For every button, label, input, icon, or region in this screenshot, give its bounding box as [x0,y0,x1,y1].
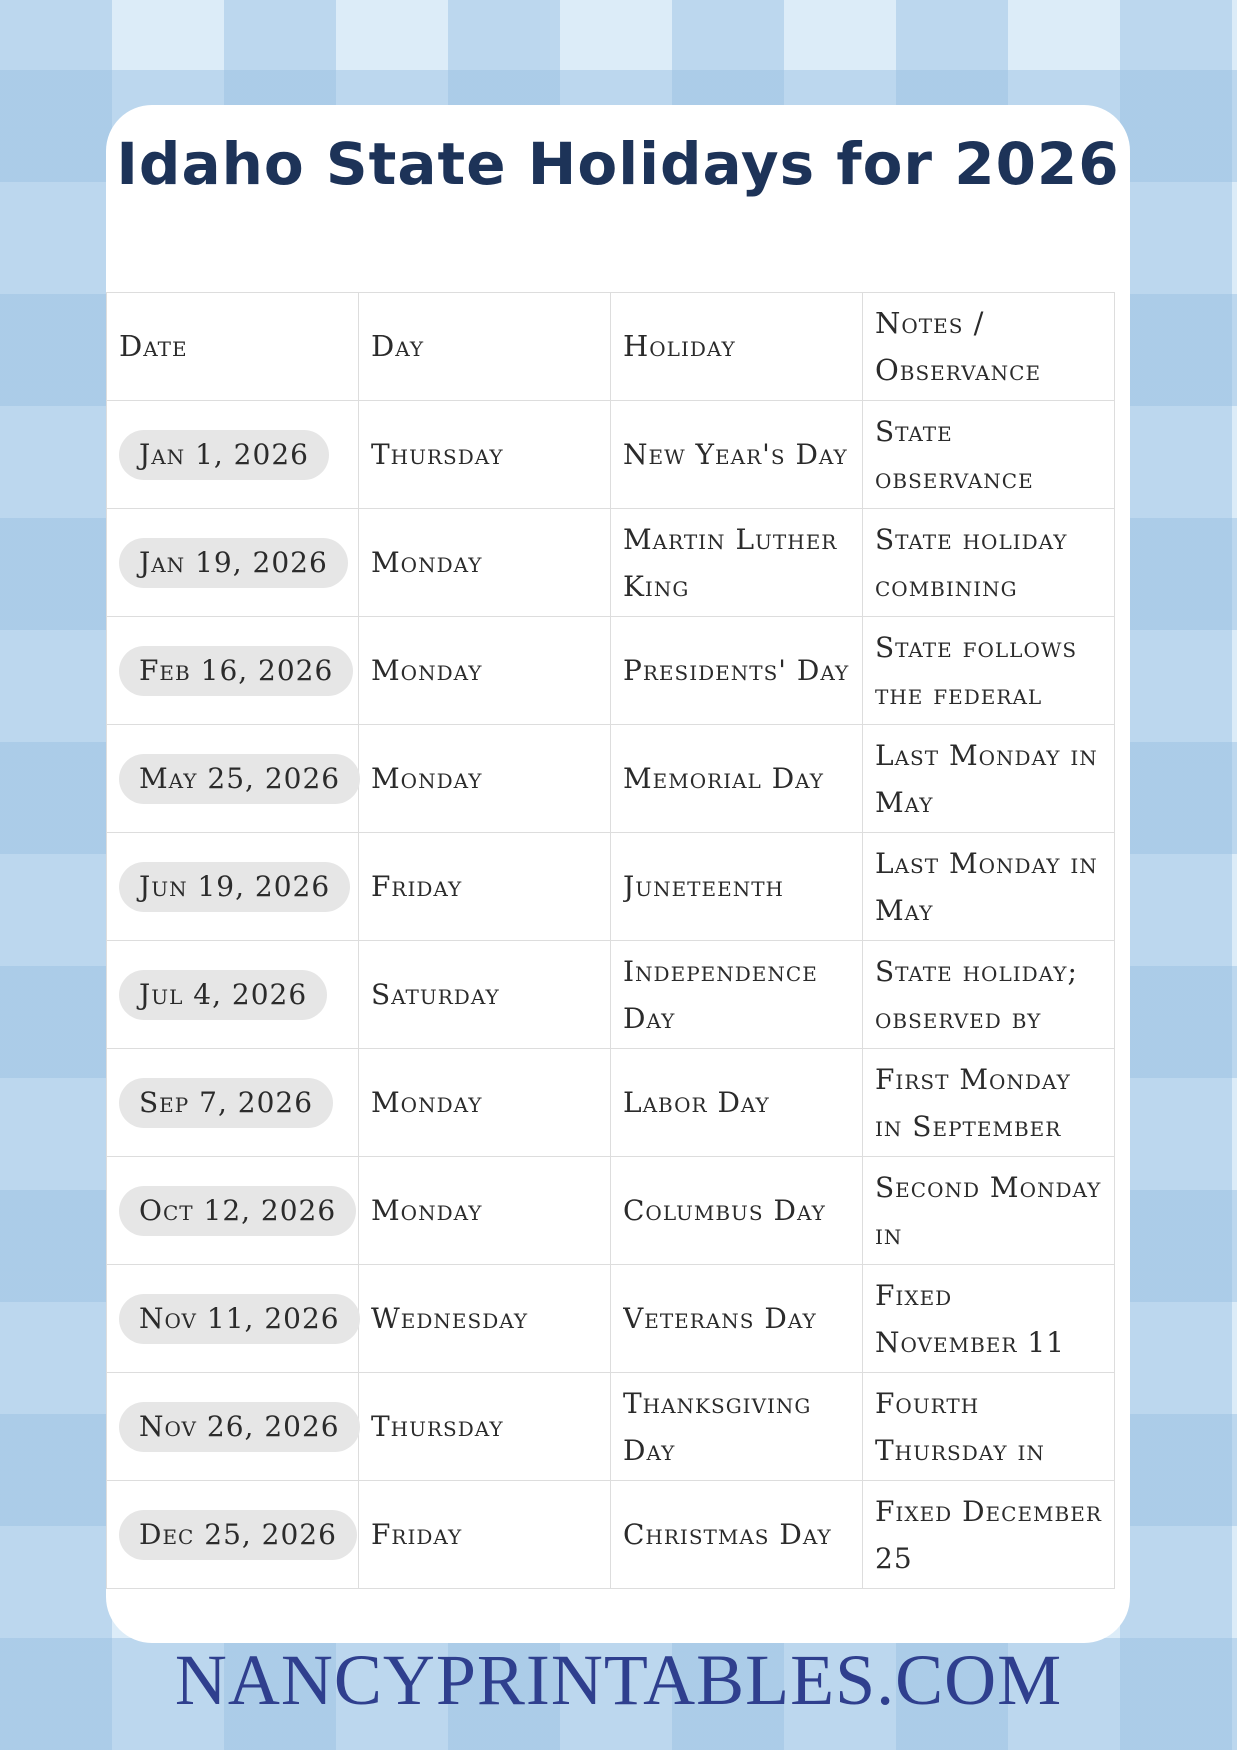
notes-cell-text: State observance [875,414,1034,495]
day-cell [359,1049,611,1157]
holiday-cell-text: Memorial Day [623,762,825,795]
day-cell-text: Thursday [371,1410,504,1443]
day-cell [359,1481,611,1589]
holiday-cell-text: Thanksgiving Day [623,1386,812,1467]
holiday-cell [611,509,863,617]
notes-cell [863,1481,1115,1589]
notes-cell-text: Fixed December 25 [875,1494,1102,1575]
date-pill: Dec 25, 2026 [119,1510,357,1560]
holiday-cell [611,725,863,833]
day-cell [359,725,611,833]
holiday-cell [611,1157,863,1265]
date-cell [107,725,359,833]
column-header-notes: Notes / Observance [863,293,1115,401]
table-row [107,1157,1115,1265]
date-cell [107,401,359,509]
day-cell [359,401,611,509]
holiday-cell-text: Columbus Day [623,1194,826,1227]
day-cell [359,509,611,617]
date-pill: Sep 7, 2026 [119,1078,333,1128]
day-cell-text: Monday [371,654,483,687]
notes-cell [863,401,1115,509]
date-cell [107,509,359,617]
day-cell [359,1373,611,1481]
column-header-date: Date [107,293,359,401]
holiday-cell [611,617,863,725]
notes-cell [863,833,1115,941]
day-cell-text: Wednesday [371,1302,529,1335]
table-row [107,1481,1115,1589]
table-row [107,509,1115,617]
holiday-cell-text: Martin Luther King [623,522,838,603]
table-body [107,401,1115,1589]
table-header-row [107,293,1115,401]
table-row [107,941,1115,1049]
page-title: Idaho State Holidays for 2026 [116,130,1120,198]
day-cell [359,1265,611,1373]
holiday-cell [611,1373,863,1481]
notes-cell [863,1265,1115,1373]
date-cell [107,1373,359,1481]
date-cell [107,941,359,1049]
notes-cell-text: State holiday; observed by [875,954,1078,1035]
date-pill: Oct 12, 2026 [119,1186,356,1236]
day-cell [359,941,611,1049]
holiday-cell [611,401,863,509]
notes-cell-text: Second Monday in [875,1170,1102,1251]
holiday-cell [611,833,863,941]
date-pill: Jan 19, 2026 [119,538,348,588]
date-cell [107,617,359,725]
date-pill: Jun 19, 2026 [119,862,350,912]
holiday-cell-text: Juneteenth [623,870,784,903]
day-cell-text: Saturday [371,978,500,1011]
day-cell-text: Thursday [371,438,504,471]
notes-cell-text: Fixed November 11 [875,1278,1065,1359]
table-row [107,1049,1115,1157]
date-pill: Nov 11, 2026 [119,1294,360,1344]
notes-cell-text: Last Monday in May [875,846,1098,927]
table-row [107,1373,1115,1481]
date-pill: May 25, 2026 [119,754,360,804]
day-cell [359,617,611,725]
day-cell-text: Monday [371,762,483,795]
notes-cell [863,1373,1115,1481]
date-pill: Jan 1, 2026 [119,430,329,480]
date-cell [107,1481,359,1589]
notes-cell-text: Fourth Thursday in [875,1386,1045,1467]
holiday-cell-text: Christmas Day [623,1518,832,1551]
holiday-cell [611,941,863,1049]
table-row [107,617,1115,725]
holiday-cell-text: Independence Day [623,954,818,1035]
date-cell [107,833,359,941]
holiday-cell [611,1049,863,1157]
table-row [107,725,1115,833]
date-pill: Feb 16, 2026 [119,646,353,696]
holiday-cell [611,1265,863,1373]
day-cell-text: Monday [371,1086,483,1119]
holiday-cell [611,1481,863,1589]
date-cell [107,1265,359,1373]
notes-cell [863,1157,1115,1265]
column-header-day: Day [359,293,611,401]
notes-cell [863,725,1115,833]
date-cell [107,1049,359,1157]
table-row [107,401,1115,509]
notes-cell [863,509,1115,617]
holiday-cell-text: New Year's Day [623,438,848,471]
column-header-holiday: Holiday [611,293,863,401]
day-cell-text: Friday [371,1518,463,1551]
day-cell [359,1157,611,1265]
day-cell-text: Friday [371,870,463,903]
date-pill: Jul 4, 2026 [119,970,327,1020]
day-cell-text: Monday [371,1194,483,1227]
holiday-table [106,292,1115,1589]
table-row [107,1265,1115,1373]
table-row [107,833,1115,941]
notes-cell-text: Last Monday in May [875,738,1098,819]
date-cell [107,1157,359,1265]
notes-cell [863,941,1115,1049]
site-footer: NANCYPRINTABLES.COM [174,1640,1063,1720]
date-pill: Nov 26, 2026 [119,1402,360,1452]
holiday-cell-text: Veterans Day [623,1302,817,1335]
holiday-cell-text: Presidents' Day [623,654,850,687]
notes-cell [863,1049,1115,1157]
day-cell [359,833,611,941]
day-cell-text: Monday [371,546,483,579]
notes-cell-text: First Monday in September [875,1062,1071,1143]
notes-cell-text: State holiday combining [875,522,1068,603]
holiday-cell-text: Labor Day [623,1086,770,1119]
notes-cell-text: State follows the federal [875,630,1078,711]
notes-cell [863,617,1115,725]
